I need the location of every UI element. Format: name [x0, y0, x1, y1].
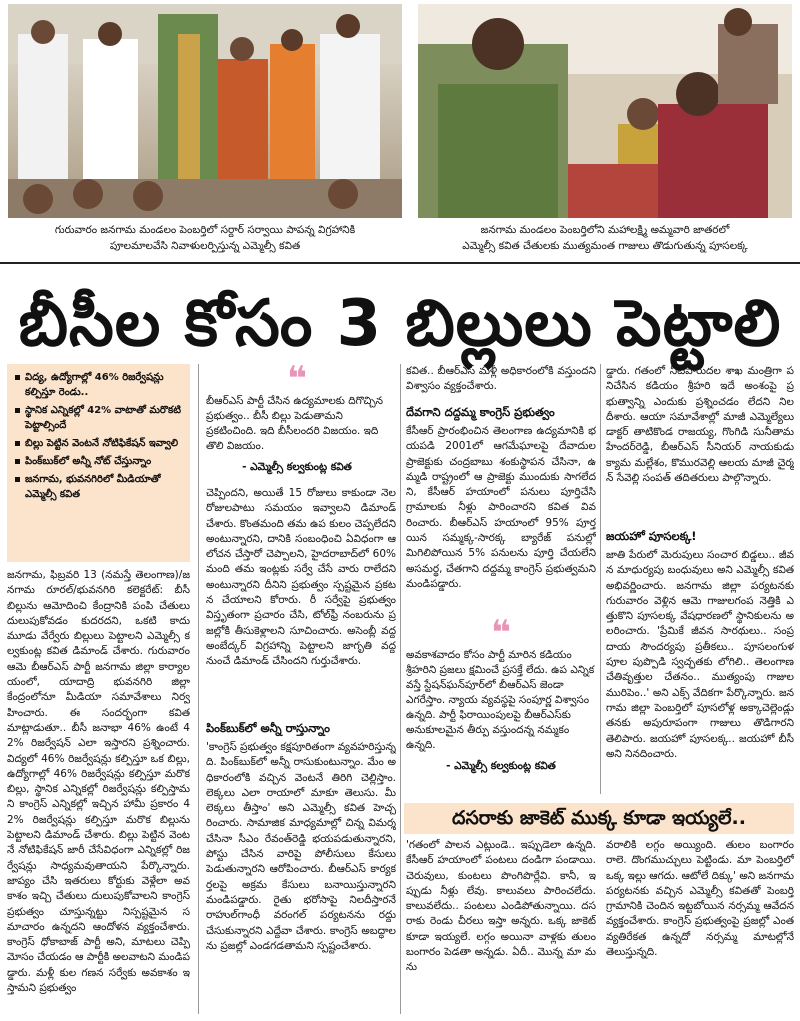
highlight-item: బిల్లు పెట్టిన వెంటనే నోటిఫికేషన్ ఇవ్వాలి — [15, 436, 184, 451]
highlight-item: జనగామ, భువనగిరిలో మీడియాతో ఎమ్మెల్సీ కవిత — [15, 472, 184, 502]
divider-top — [0, 262, 800, 264]
quote-block-2 — [406, 618, 596, 796]
quote-block-1 — [206, 364, 388, 480]
column-divider — [400, 364, 401, 1014]
article-column-3b: కేసీఆర్ ప్రారంభించిన తెలంగాణ ఉద్యమానికి భయపడి 2001లో ఆగమేఘాలపై దేవాదుల ప్రాజెక్టుకు చంద్రబాబు శంకుస్థాపన చేసినా, ఉమ్మడి రాష్ట్రంలో ఆ ప్రాజెక్టు ముందుకు సాగలేదని, కేసీఆర్ హయాంలో పనులు పూర్తిచేసి గ్రామాలకు నీళ్లు పారించారని కవిత వివరించారు. బీఆర్‌ఎస్ హయాంలో 95% పూర్తయిన సమ్మక్క-సారక్క బ్యారేజ్ పనుల్లో మిగిలిపోయిన 5% పనులను పూర్తి చేయలేని అసమర్థ, చేతగాని దద్దమ్మ కాంగ్రెస్ ప్రభుత్వమని మండిపడ్డారు. — [406, 425, 596, 590]
quote-1-attribution: - ఎమ్మెల్సీ కల్వకుంట్ల కవిత — [242, 461, 352, 473]
highlight-item: స్థానిక ఎన్నికల్లో 42% వాటాతో మరొకటి పెట్టాల్సిందే — [15, 403, 184, 433]
column-divider — [600, 364, 601, 794]
headline: బీసీల కోసం 3 బిల్లులు పెట్టాలి — [18, 287, 782, 361]
article-column-2b: 'కాంగ్రెస్ ప్రభుత్వం కక్షపూరితంగా వ్యవహరిస్తున్నది. పింక్‌బుక్‌లో అన్నీ రాసుకుంటున్నాం. మేం అధికారంలోకి వచ్చిన వెంటనే తిరిగి చెల్లిస్తాం. లెక్కలు ఎలా రాయాలో మాకూ తెలుసు. మీ లెక్కలు తీస్తాం' అని ఎమ్మెల్సీ కవిత హెచ్చరించారు. సామాజిక మాధ్యమాల్లో చిన్న విమర్శ చేసినా సీఎం రేవంత్‌రెడ్డి భయపడుతున్నారని, పోస్టు చేసిన వారిపై పోలీసులు కేసులు పెడుతున్నారని ఆరోపించారు. బీఆర్‌ఎస్ కార్యకర్తలపై అక్రమ కేసులు బనాయిస్తున్నారని మండిపడ్డారు. రైతు భరోసాపై నిలదీస్తారనే రాహుల్‌గాంధీ వరంగల్ పర్యటనను రద్దు చేసుకున్నారని ఎద్దేవా చేశారు. కాంగ్రెస్ అబద్ధాలను ప్రజల్లో ఎండగడతామని స్పష్టంచేశారు. — [206, 741, 396, 952]
box-story-title: దసరాకు జాకెట్ ముక్క కూడా ఇయ్యలే.. — [404, 803, 794, 834]
quote-2-attribution: - ఎమ్మెల్సీ కల్వకుంట్ల కవిత — [446, 760, 556, 772]
article-column-4: డ్డారు. గతంలో నీటిపారుదల శాఖ మంత్రిగా పనిచేసిన కడియం శ్రీహరి ఇదే అంశంపై ప్రభుత్వాన్ని ఎందుకు ప్రశ్నించడం లేదని నిలదీశారు. ఆయా సమావేశాల్లో మాజీ ఎమ్మెల్యేలు డాక్టర్ తాటికొండ రాజయ్య, గొంగిడి సునీతామహేందర్‌రెడ్డి, బీఆర్‌ఎస్ సీనియర్ నాయకుడు క్యామ మల్లేశం, కొమురవెల్లి ఆలయ మాజీ చైర్మన్ సేవెల్లి సంపత్ తదితరులు పాల్గొన్నారు. — [606, 365, 794, 485]
photo-right-image — [418, 4, 792, 218]
box-story-right: వరాలికి లగ్గం అయ్యింది. తులం బంగారం రాలె. దొంగముచ్చులు పెట్టిండు. మా పెంబర్తిలో ఒక్క ఇల్లు ఆగదు. ఆటోలే దిక్కు' అని జనగామ పర్యటనకు వచ్చిన ఎమ్మెల్సీ కవితతో పెంబర్తి గ్రామానికి చెందిన ఇట్టబోయిన నర్సమ్మ ఆవేదన వ్యక్తంచేశారు. కాంగ్రెస్ ప్రభుత్వంపై ప్రజల్లో ఎంత వ్యతిరేకత ఉన్నదో నర్సమ్మ మాటల్లోనే తెలుస్తున్నది. — [606, 839, 794, 959]
photo-right-caption-line-2: ఎమ్మెల్సీ కవిత చేతులకు ముత్యమంత గాజులు తొడుగుతున్న పూసలక్క — [462, 240, 748, 252]
highlight-item: విద్య, ఉద్యోగాల్లో 46% రిజర్వేషన్లు కల్పిస్తూ రెండు.. — [15, 370, 184, 400]
subheading-jayaho-poosalakka: జయహో పూసలక్క! — [606, 529, 697, 543]
box-story-left: 'గతంలో పాలన ఎట్లుండె.. ఇప్పుడెలా ఉన్నది. కేసీఆర్ హయాంలో పంటలు దండిగా పండాయి. చెరువులు, కుంటలు పొంగిపొర్లేవి. కానీ, ఇప్పుడు నీళ్లు లేవు. కాలువలు పారించలేదు. కాలువలేదు.. పంటలు ఎండిపోతున్నాయి. దసరాకు రెండు చీరలు ఇస్తా అన్నరు. ఒక్క జాకెట్ కూడా ఇయ్యలే. లగ్గం అయినా వాళ్లకు తులం బంగారం పెడతా అన్నడు. ఏదీ.. మొన్న మా మను — [406, 839, 596, 974]
quote-mark-icon: ❝ — [287, 364, 307, 399]
subheading-congress-govt: దేవగాని దద్దమ్మ కాంగ్రెస్ ప్రభుత్వం — [406, 405, 555, 419]
article-column-2: చెప్పిందని, అయితే 15 రోజులు కాకుండా నెల రోజులపాటు సమయం ఇవ్వాలని డిమాండ్ చేశారు. కొంతమంది తమ ఉప కులం చెప్పలేదని అంటున్నారని, దానికి సంబంధించి ఏవిధంగా ఆలోచన చేస్తారో చెప్పాలని, హైదరాబాద్‌లో 60% మంది తమ ఇంట్లకు సర్వే చేసే వారు రాలేదని అంటున్నారని దీనిని ప్రభుత్వం స్పష్టమైన ప్రకటన చేయాలని కోరారు. రీ సర్వేపై ప్రభుత్వం విస్తృతంగా ప్రచారం చేసి, టోల్‌ఫ్రీ నంబరును ప్రజల్లోకి తీసుకెళ్లాలని సూచించారు. అసెంబ్లీ వద్ద అంబేద్కర్ విగ్రహాన్ని పెట్టాలని జాగృతి వద్దనుంచే డిమాండ్ చేసిందని గుర్తుచేశారు. — [206, 487, 396, 668]
column-divider — [198, 364, 199, 1014]
highlights-box — [7, 364, 190, 562]
subheading-pinkbook: పింక్‌బుక్‌లో అన్నీ రాస్తున్నాం — [206, 721, 330, 735]
article-column-1: జనగామ, ఫిబ్రవరి 13 (నమస్తే తెలంగాణ)/జనగామ రూరల్/భువనగిరి కలెక్టరేట్: బీసీ బిల్లును ఆమోదించి కేంద్రానికి పంపి చేతులు దులుపుకోవడం కుదరదని, ఒకటి కాదు మూడు వేర్వేరు బిల్లులు పెట్టాలని ఎమ్మెల్సీ కల్వకుంట్ల కవిత డిమాండ్ చేశారు. గురువారం ఆమె బీఆర్‌ఎస్ పార్టీ జనగామ జిల్లా కార్యాలయంలో, యాదాద్రి భువనగిరి జిల్లా కేంద్రంలోనూ మీడియా సమావేశాలు నిర్వహించారు. ఈ సందర్భంగా కవిత మాట్లాడుతూ.. బీసీ జనాభా 46% ఉంటే 42% రిజర్వేషన్ ఎలా ఇస్తారని ప్రశ్నించారు. విద్యలో 46% రిజర్వేషన్లు కల్పిస్తూ ఒక బిల్లు, ఉద్యోగాల్లో 46% రిజర్వేషన్లు కల్పిస్తూ మరొక బిల్లు, స్థానిక ఎన్నికల్లో రిజర్వేషన్లు కల్పిస్తామని కాంగ్రెస్ ఎన్నికల్లో ఇచ్చిన హామీ ప్రకారం 42% రిజర్వేషన్లు కల్పిస్తూ మరొక బిల్లును పెట్టాలని డిమాండ్ చేశారు. బిల్లు పెట్టిన వెంటనే నోటిఫికేషన్ జారీ చేసేవిధంగా ఎన్నికల్లో రిజర్వేషన్లు సాధ్యమవుతాయని పేర్కొన్నారు. జాప్యం చేసి ఇతరులు కోర్టుకు వెళ్లేలా అవకాశం ఇచ్చి చేతులు దులుపుకోవాలని కాంగ్రెస్ ప్రభుత్వం చూస్తున్నట్టు నిస్పష్టమైన సమాచారం ఉన్నదని ఆందోళన వ్యక్తంచేశారు. కాంగ్రెస్ ధోకాబాజ్ పార్టీ అని, మాటలు చెప్పి మోసం చేయడం ఆ పార్టీకి అలవాటని మండిపడ్డారు. మళ్లీ కుల గణన సర్వేకు అవకాశం ఇస్తామని ప్రభుత్వం — [7, 569, 190, 995]
photo-left — [8, 4, 402, 218]
quote-mark-icon: ❝ — [491, 618, 511, 653]
photo-right — [418, 4, 792, 218]
article-column-4b: జాతి పేరులో మెరుపులు సంచార బిడ్డలు.. జీవన మాధుర్యపు బంధువులు అని ఎమ్మెల్సీ కవిత అభివర్ణించారు. జనగామ జిల్లా పర్యటనకు గురువారం వెళ్లిన ఆమె గాజులగంప నెత్తికి ఎత్తుకొని పూసలక్క వేషధారణలో స్థానికులను అలరించారు. 'ప్రేమికే జీవన సారథులు.. సంప్రదాయ సౌందర్యపు ప్రతీకలు.. పూసలంగుళ పూల పుప్పొడి స్వచ్ఛతకు లోగిలి.. తెలంగాణ చేతివృత్తుల చేతనం.. ముత్యంపు గాజుల మురిపెం..' అని ఎక్స్ వేదికగా పేర్కొన్నారు. జనగామ జిల్లా పెంబర్తిలో పూసలోళ్ల అక్కాచెల్లెండ్లు తనకు అపురూపంగా గాజులు తొడిగారని తెలిపారు. జయహో పూసలక్క.. జయహో బీసీ అని నినదించారు. — [606, 549, 794, 760]
photo-left-caption-line-1: గురువారం జనగామ మండలం పెంబర్తిలో సర్దార్ సర్వాయి పాపన్న విగ్రహానికి — [54, 224, 356, 236]
quote-2-text: అవకాశవాదం కోసం పార్టీ మారిన కడియం శ్రీహరిని ప్రజలు క్షమించే ప్రసక్తే లేదు. ఉప ఎన్నిక వస్తే స్టేషన్‌ఘన్‌పూర్‌లో బీఆర్‌ఎస్ జెండా ఎగరేస్తాం. న్యాయ వ్యవస్థపై సంపూర్ణ విశ్వాసం ఉన్నది. పార్టీ ఫిరాయింపులపై బీఆర్‌ఎస్‌కు అనుకూలమైన తీర్పు వస్తుందన్న నమ్మకం ఉన్నది. — [406, 649, 595, 751]
quote-1-text: బీఆర్‌ఎస్ పార్టీ చేసిన ఉద్యమాలకు దిగొచ్చిన ప్రభుత్వం.. బీసీ బిల్లు పెడుతామని ప్రకటించింది. ఇది బీసీలందరి విజయం. ఇది తొలి విజయం. — [206, 395, 384, 452]
highlight-item: పింక్‌బుక్‌లో అన్నీ నోట్ చేస్తున్నాం — [15, 454, 184, 469]
article-column-3: కవిత.. బీఆర్‌ఎస్ మళ్లీ అధికారంలోకి వస్తుందని విశ్వాసం వ్యక్తంచేశారు. — [406, 365, 596, 393]
photo-left-image — [8, 4, 402, 218]
photo-right-caption-line-1: జనగామ మండలం పెంబర్తిలోని మహాలక్ష్మి అమ్మవారి జాతరలో — [480, 224, 730, 236]
photo-left-caption-line-2: పూలమాలవేసి నివాళులర్పిస్తున్న ఎమ్మెల్సీ కవిత — [109, 240, 301, 252]
